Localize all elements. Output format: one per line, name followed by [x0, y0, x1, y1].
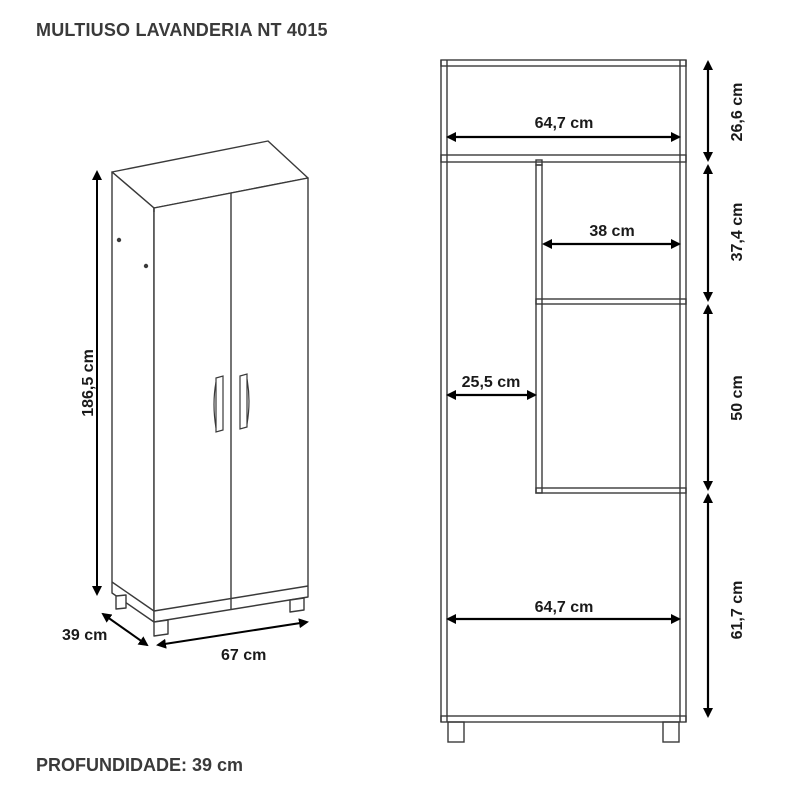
page-title: MULTIUSO LAVANDERIA NT 4015	[36, 20, 328, 40]
front-foot	[448, 722, 464, 742]
cabinet-perspective-view	[112, 141, 308, 636]
cabinet-foot	[116, 595, 126, 609]
middle-shelf	[536, 299, 686, 304]
left-width-label: 25,5 cm	[461, 374, 521, 391]
lower-shelf	[536, 488, 686, 493]
bottom-width-label: 64,7 cm	[534, 599, 594, 616]
left-door-handle	[216, 376, 223, 432]
depth-dimension-arrow	[103, 614, 147, 645]
h3-label: 50 cm	[729, 375, 746, 421]
top-panel	[441, 60, 686, 66]
top-compartment-shelf	[441, 155, 686, 162]
right-door-handle	[240, 374, 247, 429]
depth-label: 39 cm	[62, 627, 108, 644]
h4-label: 61,7 cm	[729, 580, 746, 640]
shelf-width-label: 38 cm	[589, 223, 635, 240]
width-label: 67 cm	[221, 647, 267, 664]
front-foot	[663, 722, 679, 742]
width-dimension-arrow	[158, 622, 307, 645]
vertical-divider	[536, 165, 542, 493]
cabinet-foot	[290, 598, 304, 612]
top-width-label: 64,7 cm	[534, 115, 594, 132]
depth-footer: PROFUNDIDADE: 39 cm	[36, 755, 244, 775]
cabinet-front-elevation	[441, 60, 686, 742]
height-label: 186,5 cm	[80, 349, 97, 417]
cabinet-foot	[154, 620, 168, 636]
bottom-panel	[441, 716, 686, 722]
h2-label: 37,4 cm	[729, 202, 746, 262]
h1-label: 26,6 cm	[729, 82, 746, 142]
